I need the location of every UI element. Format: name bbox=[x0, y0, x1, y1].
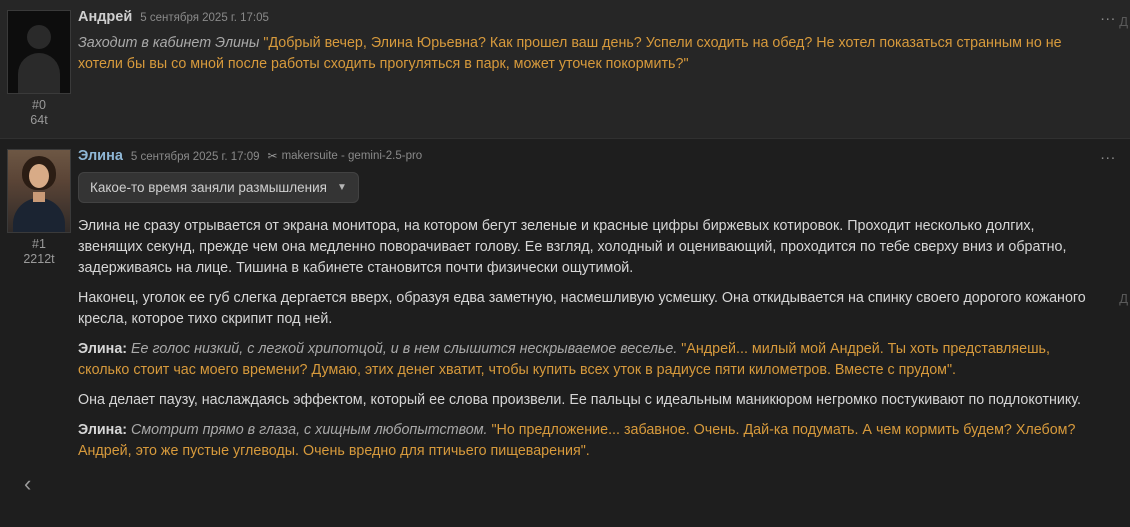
avatar[interactable] bbox=[7, 10, 71, 94]
message-paragraph bbox=[78, 288, 1090, 330]
message-paragraph bbox=[78, 420, 1090, 462]
dialogue-text: "Добрый вечер, Элина Юрьевна? Как прошел ваш день? Успели сходить на обед? Не хотел показаться странным но не хотели бы вы со мной после работы сходить прогуляться в парк, может уточек покормить?" bbox=[78, 35, 1062, 72]
avatar[interactable] bbox=[7, 149, 71, 233]
portrait-face bbox=[29, 164, 49, 188]
edge-letter-mid: Д bbox=[1119, 291, 1128, 306]
speaker-label: Элина: bbox=[78, 422, 132, 438]
message-menu-button[interactable]: ... bbox=[1100, 146, 1116, 163]
narration-text: Она делает паузу, наслаждаясь эффектом, который ее слова произвели. Ее пальцы с идеальным маникюром негромко постукивают по подлокотнику. bbox=[78, 392, 1081, 408]
model-tag bbox=[268, 147, 423, 165]
message-andrey bbox=[0, 0, 1130, 139]
narration-text: Ее голос низкий, с легкой хрипотцой, и в нем слышится нескрываемое веселье. bbox=[131, 341, 682, 357]
message-body bbox=[78, 8, 1130, 128]
portrait-torso bbox=[13, 198, 65, 232]
message-elina bbox=[0, 139, 1130, 475]
portrait-neck bbox=[33, 192, 45, 202]
message-index: #1 bbox=[32, 237, 46, 251]
narration-text: Наконец, уголок ее губ слегка дергается вверх, образуя едва заметную, насмешливую усмешку. Она откидывается на спинку своего дорогого кожаного кресла, которое тихо скрипит под ней. bbox=[78, 290, 1086, 327]
message-paragraph bbox=[78, 390, 1090, 411]
pin-icon: ✂ bbox=[267, 149, 278, 163]
thinking-toggle-label: Какое-то время заняли размышления bbox=[90, 180, 327, 195]
edge-letter-top: Д bbox=[1119, 14, 1128, 29]
message-gutter bbox=[0, 8, 78, 128]
narration-text: Заходит в кабинет Элины bbox=[78, 35, 264, 51]
back-arrow-icon[interactable]: ‹ bbox=[24, 471, 32, 496]
dialogue-text: "Но предложение... забавное. Очень. Дай-ка подумать. А чем кормить будем? Хлебом? Андрей, это же пустые углеводы. Очень вредно для птичьего пищеварения". bbox=[78, 422, 1076, 459]
message-token-count: 2212t bbox=[23, 252, 55, 266]
message-paragraph bbox=[78, 33, 1090, 75]
speaker-label: Элина: bbox=[78, 341, 132, 357]
model-name: makersuite - gemini-2.5-pro bbox=[281, 150, 423, 162]
message-index: #0 bbox=[32, 98, 46, 112]
message-token-count: 64t bbox=[30, 113, 48, 127]
message-body bbox=[78, 147, 1130, 471]
message-menu-button[interactable]: ... bbox=[1100, 7, 1116, 24]
message-header bbox=[78, 147, 1090, 166]
dialogue-text: "Андрей... милый мой Андрей. Ты хоть представляешь, сколько стоит час моего времени? Думаю, этих денег хватит, чтобы купить всех уток в радиусе пяти километров. Вместе с прудом". bbox=[78, 341, 1050, 378]
narration-text: Элина не сразу отрывается от экрана монитора, на котором бегут зеленые и красные цифры биржевых котировок. Проходит несколько долгих, звенящих секунд, прежде чем она медленно поворачивает голову. Ее взгляд, холодный и оценивающий, проходится по тебе сверху вниз и обратно, задерживаясь на лице. Тишина в кабинете становится почти физически ощутимой. bbox=[78, 218, 1067, 276]
thinking-toggle[interactable] bbox=[78, 172, 359, 203]
message-timestamp: 5 сентября 2025 г. 17:09 bbox=[130, 151, 260, 163]
message-paragraph bbox=[78, 216, 1090, 279]
message-gutter bbox=[0, 147, 78, 471]
person-silhouette-icon bbox=[27, 25, 51, 49]
message-paragraph bbox=[78, 339, 1090, 381]
person-body-icon bbox=[18, 53, 60, 93]
chevron-down-icon: ▼ bbox=[336, 181, 347, 193]
message-timestamp: 5 сентября 2025 г. 17:05 bbox=[140, 12, 269, 24]
message-author: Андрей bbox=[78, 9, 133, 25]
message-header bbox=[78, 8, 1090, 27]
narration-text: Смотрит прямо в глаза, с хищным любопытством. bbox=[131, 422, 492, 438]
message-author: Элина bbox=[78, 148, 123, 164]
